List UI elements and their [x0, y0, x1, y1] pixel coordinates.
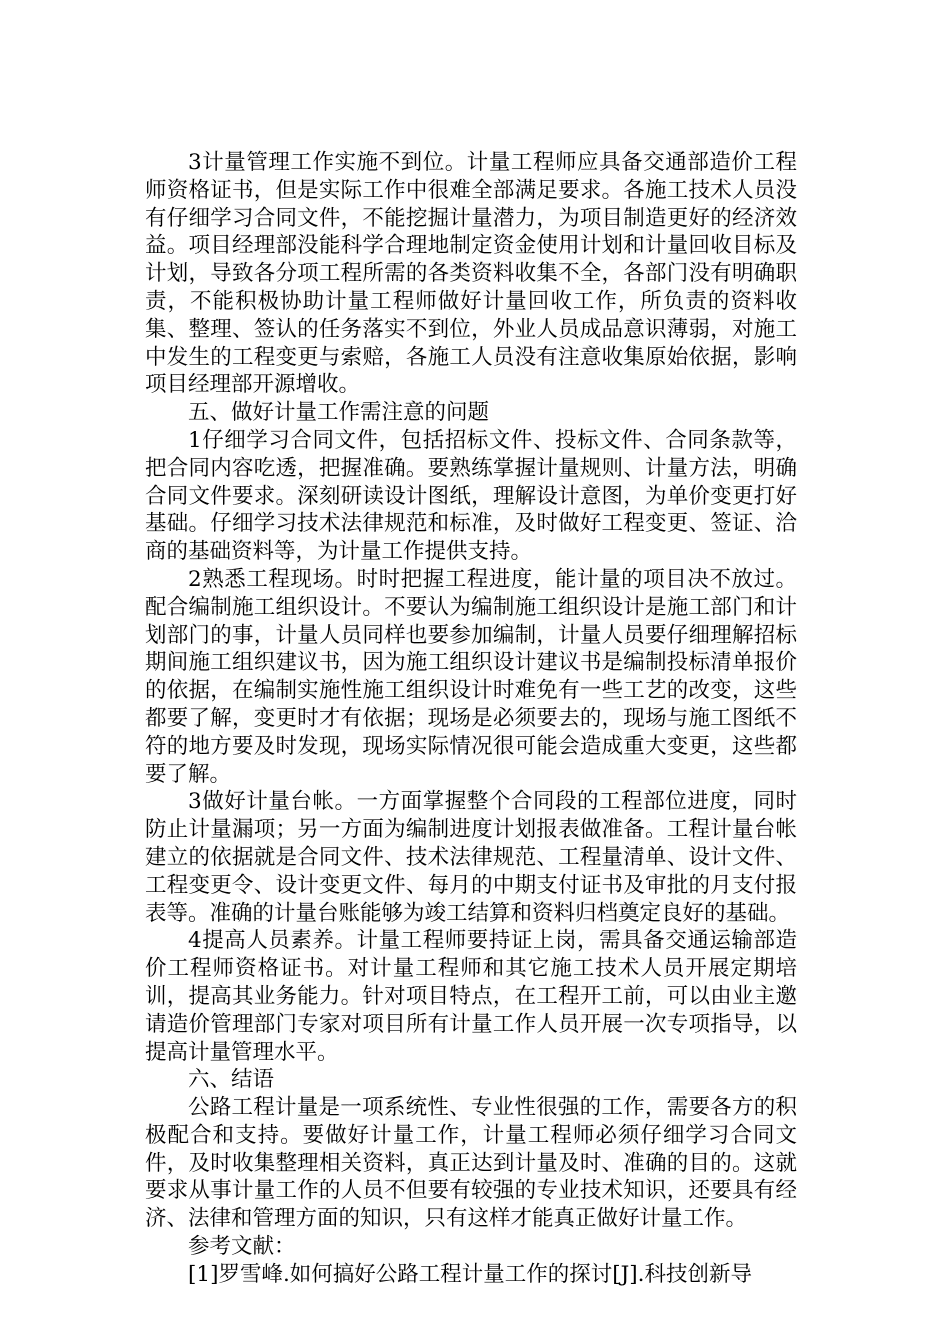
section-heading-5: 五、做好计量工作需注意的问题: [188, 400, 490, 426]
paragraph-metering-ledger: 3做好计量台帐。一方面掌握整个合同段的工程部位进度，同时防止计量漏项；另一方面为编制进度计划报表做准备。工程计量台帐建立的依据就是合同文件、技术法律规范、工程量清单、设计文件、工程变更令、设计变更文件、每月的中期支付证书及审批的月支付报表等。准确的计量台账能够为竣工结算和资料归档奠定良好的基础。: [145, 789, 797, 926]
section-heading-6: 六、结语: [188, 1067, 275, 1093]
document-body: [145, 149, 797, 1289]
paragraph-site-familiarity: 2熟悉工程现场。时时把握工程进度，能计量的项目决不放过。配合编制施工组织设计。不要认为编制施工组织设计是施工部门和计划部门的事，计量人员同样也要参加编制，计量人员要仔细理解招标期间施工组织建议书，因为施工组织设计建议书是编制投标清单报价的依据，在编制实施性施工组织设计时难免有一些工艺的改变，这些都要了解，变更时才有依据；现场是必须要去的，现场与施工图纸不符的地方要及时发现，现场实际情况很可能会造成重大变更，这些都要了解。: [145, 566, 797, 787]
references-heading: 参考文献：: [188, 1234, 296, 1260]
paragraph-metering-management-issues: 3计量管理工作实施不到位。计量工程师应具备交通部造价工程师资格证书，但是实际工作中很难全部满足要求。各施工技术人员没有仔细学习合同文件，不能挖掘计量潜力，为项目制造更好的经济效益。项目经理部没能科学合理地制定资金使用计划和计量回收目标及计划，导致各分项工程所需的各类资料收集不全，各部门没有明确职责，不能积极协助计量工程师做好计量回收工作，所负责的资料收集、整理、签认的任务落实不到位，外业人员成品意识薄弱，对施工中发生的工程变更与索赔，各施工人员没有注意收集原始依据，影响项目经理部开源增收。: [145, 150, 797, 398]
reference-item-1: [1]罗雪峰.如何搞好公路工程计量工作的探讨[J].科技创新导: [188, 1261, 753, 1287]
paragraph-staff-quality: 4提高人员素养。计量工程师要持证上岗，需具备交通运输部造价工程师资格证书。对计量工程师和其它施工技术人员开展定期培训，提高其业务能力。针对项目特点，在工程开工前，可以由业主邀请造价管理部门专家对项目所有计量工作人员开展一次专项指导，以提高计量管理水平。: [145, 928, 797, 1065]
paragraph-conclusion: 公路工程计量是一项系统性、专业性很强的工作，需要各方的积极配合和支持。要做好计量工作，计量工程师必须仔细学习合同文件，及时收集整理相关资料，真正达到计量及时、准确的目的。这就要求从事计量工作的人员不但要有较强的专业技术知识，还要具有经济、法律和管理方面的知识，只有这样才能真正做好计量工作。: [145, 1095, 797, 1232]
paragraph-contract-study: 1仔细学习合同文件，包括招标文件、投标文件、合同条款等，把合同内容吃透，把握准确。要熟练掌握计量规则、计量方法，明确合同文件要求。深刻研读设计图纸，理解设计意图，为单价变更打好基础。仔细学习技术法律规范和标准，及时做好工程变更、签证、洽商的基础资料等，为计量工作提供支持。: [145, 427, 797, 565]
